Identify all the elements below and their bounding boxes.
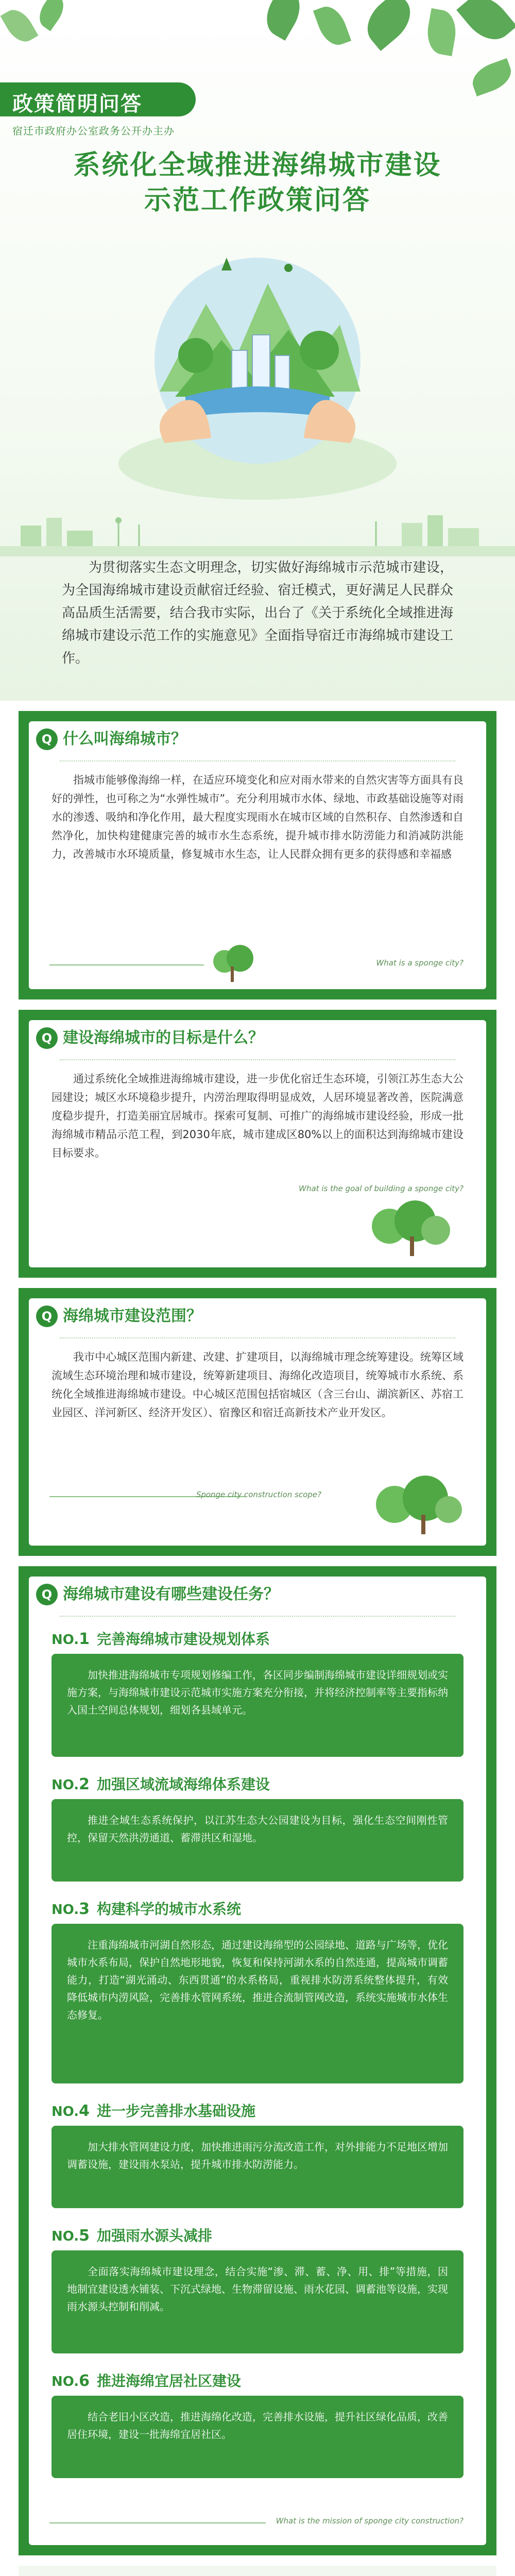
intro-paragraph: 为贯彻落实生态文明理念，切实做好海绵城市示范城市建设，为全国海绵城市建设贡献宿迁经验、宿迁模式，更好满足人民群众高品质生活需要，结合我市实际，出台了《关于系统化全域推进海绵城市建设示范工作的实施意见》全面指导宿迁市海绵城市建设工作。	[62, 560, 453, 666]
english-caption: What is a sponge city?	[376, 958, 464, 968]
divider	[60, 1616, 455, 1617]
header-banner	[0, 0, 515, 701]
divider	[60, 1059, 455, 1060]
question-title: 海绵城市建设有哪些建设任务？	[63, 1585, 279, 1603]
leaf-decoration	[33, 0, 70, 31]
task-heading: NO.5 加强雨水源头减排	[52, 2227, 213, 2245]
question-title: 海绵城市建设范围？	[63, 1307, 202, 1325]
header-tag: 政策简明问答	[0, 82, 196, 116]
question-title: 什么叫海绵城市？	[63, 730, 186, 748]
card-q4	[29, 1577, 486, 2545]
question-badge: Q	[36, 1027, 58, 1049]
leaf-decoration	[456, 0, 515, 49]
task-heading: NO.3 构建科学的城市水系统	[52, 1900, 242, 1918]
english-caption: What is the mission of sponge city construction?	[276, 2516, 464, 2526]
section-q3	[19, 1288, 496, 1556]
leaf-decoration	[424, 8, 459, 56]
page-title-line2: 示范工作政策问答	[144, 185, 371, 216]
decor-line	[49, 2522, 266, 2523]
card-q2	[29, 1020, 486, 1267]
task-heading: NO.6 推进海绵宜居社区建设	[52, 2372, 242, 2390]
leaf-decoration	[357, 0, 420, 51]
english-caption: Sponge city construction scope?	[196, 1490, 321, 1499]
english-caption: What is the goal of building a sponge city?	[299, 1184, 464, 1193]
tree-icon	[358, 1200, 461, 1257]
task-heading: NO.1 完善海绵城市建设规划体系	[52, 1630, 270, 1648]
section-q4	[19, 1566, 496, 2555]
divider	[60, 760, 455, 761]
leaf-decoration	[468, 58, 515, 96]
task-box: 注重海绵城市河湖自然形态，通过建设海绵型的公园绿地、道路与广场等，优化城市水系布局，保护自然地形地貌，恢复和保持河湖水系的自然连通，提高城市调蓄能力，打造“湖光涌动、东西贯通”的水系格局，重视排水防涝系统整体提升，有效降低城市内涝风险，完善排水管网系统，推进合流制管网改造，系统实施城市水体生态修复。	[52, 1924, 464, 2083]
question-title: 建设海绵城市的目标是什么？	[63, 1029, 264, 1047]
task-box: 加快推进海绵城市专项规划修编工作，各区同步编制海绵城市建设详细规划或实施方案，与海绵城市建设示范城市实施方案充分衔接，并将经济控制率等主要指标纳入国土空间总体规划，细划各县域单元。	[52, 1654, 464, 1757]
city-skyline-illustration	[0, 515, 515, 556]
section-q5	[19, 2566, 496, 2576]
task-box: 推进全域生态系统保护，以江苏生态大公园建设为目标，强化生态空间刚性管控，保留天然洪涝通道、蓄滞洪区和湿地。	[52, 1799, 464, 1882]
divider	[60, 1337, 455, 1338]
question-badge: Q	[36, 728, 58, 750]
eco-city-illustration	[103, 222, 412, 510]
card-q3	[29, 1298, 486, 1546]
question-badge: Q	[36, 1584, 58, 1605]
tree-icon	[358, 1473, 472, 1535]
answer-text: 我市中心城区范围内新建、改建、扩建项目，以海绵城市理念统筹建设。统筹区域流域生态环境治理和城市建设，统筹新建项目、海绵化改造项目，统筹城市水系统、系统化全域推进海绵城市建设。中心城区范围包括宿城区（含三台山、湖滨新区、苏宿工业园区、洋河新区、经济开发区）、宿豫区和宿迁高新技术产业开发区。	[52, 1351, 464, 1419]
card-q1	[29, 721, 486, 989]
page-title-line1: 系统化全域推进海绵城市建设	[73, 150, 442, 181]
header-organizer: 宿迁市政府办公室政务公开办主办	[12, 125, 175, 137]
tree-icon	[204, 943, 266, 984]
task-box: 加大排水管网建设力度，加快推进雨污分流改造工作，对外排能力不足地区增加调蓄设施，建设雨水泵站，提升城市排水防涝能力。	[52, 2126, 464, 2208]
answer-text: 通过系统化全域推进海绵城市建设，进一步优化宿迁生态环境，引领江苏生态大公园建设；城区水环境稳步提升，内涝治理取得明显成效，人居环境显著改善，医院满意度稳步提升，打造美丽宜居城市。探索可复制、可推广的海绵城市建设经验，形成一批海绵城市精品示范工程，到2030年底，城市建成区80%以上的面积达到海绵城市建设目标要求。	[52, 1073, 464, 1159]
question-badge: Q	[36, 1306, 58, 1327]
task-heading: NO.4 进一步完善排水基础设施	[52, 2102, 256, 2120]
answer-text: 指城市能够像海绵一样，在适应环境变化和应对雨水带来的自然灾害等方面具有良好的弹性，也可称之为“水弹性城市”。充分利用城市水体、绿地、市政基础设施等对雨水的渗透、吸纳和净化作用，最大程度实现雨水在城市区域的自然积存、自然渗透和自然净化，加快构建健康完善的城市水生态系统，提升城市排水防涝能力和消减防洪能力，改善城市水环境质量，修复城市水生态，让人民群众拥有更多的获得感和幸福感	[52, 774, 464, 860]
section-q1	[19, 711, 496, 999]
leaf-decoration	[259, 0, 308, 41]
leaf-decoration	[1, 4, 39, 47]
leaf-decoration	[313, 2, 351, 49]
task-heading: NO.2 加强区域流域海绵体系建设	[52, 1775, 270, 1793]
task-box: 全面落实海绵城市建设理念，结合实施“渗、滞、蓄、净、用、排”等措施，因地制宜建设透水铺装、下沉式绿地、生物滞留设施、雨水花园、调蓄池等设施，实现雨水源头控制和削减。	[52, 2250, 464, 2353]
task-box: 结合老旧小区改造，推进海绵化改造，完善排水设施，提升社区绿化品质，改善居住环境，建设一批海绵宜居社区。	[52, 2396, 464, 2478]
decor-line	[49, 964, 204, 965]
section-q2	[19, 1010, 496, 1278]
